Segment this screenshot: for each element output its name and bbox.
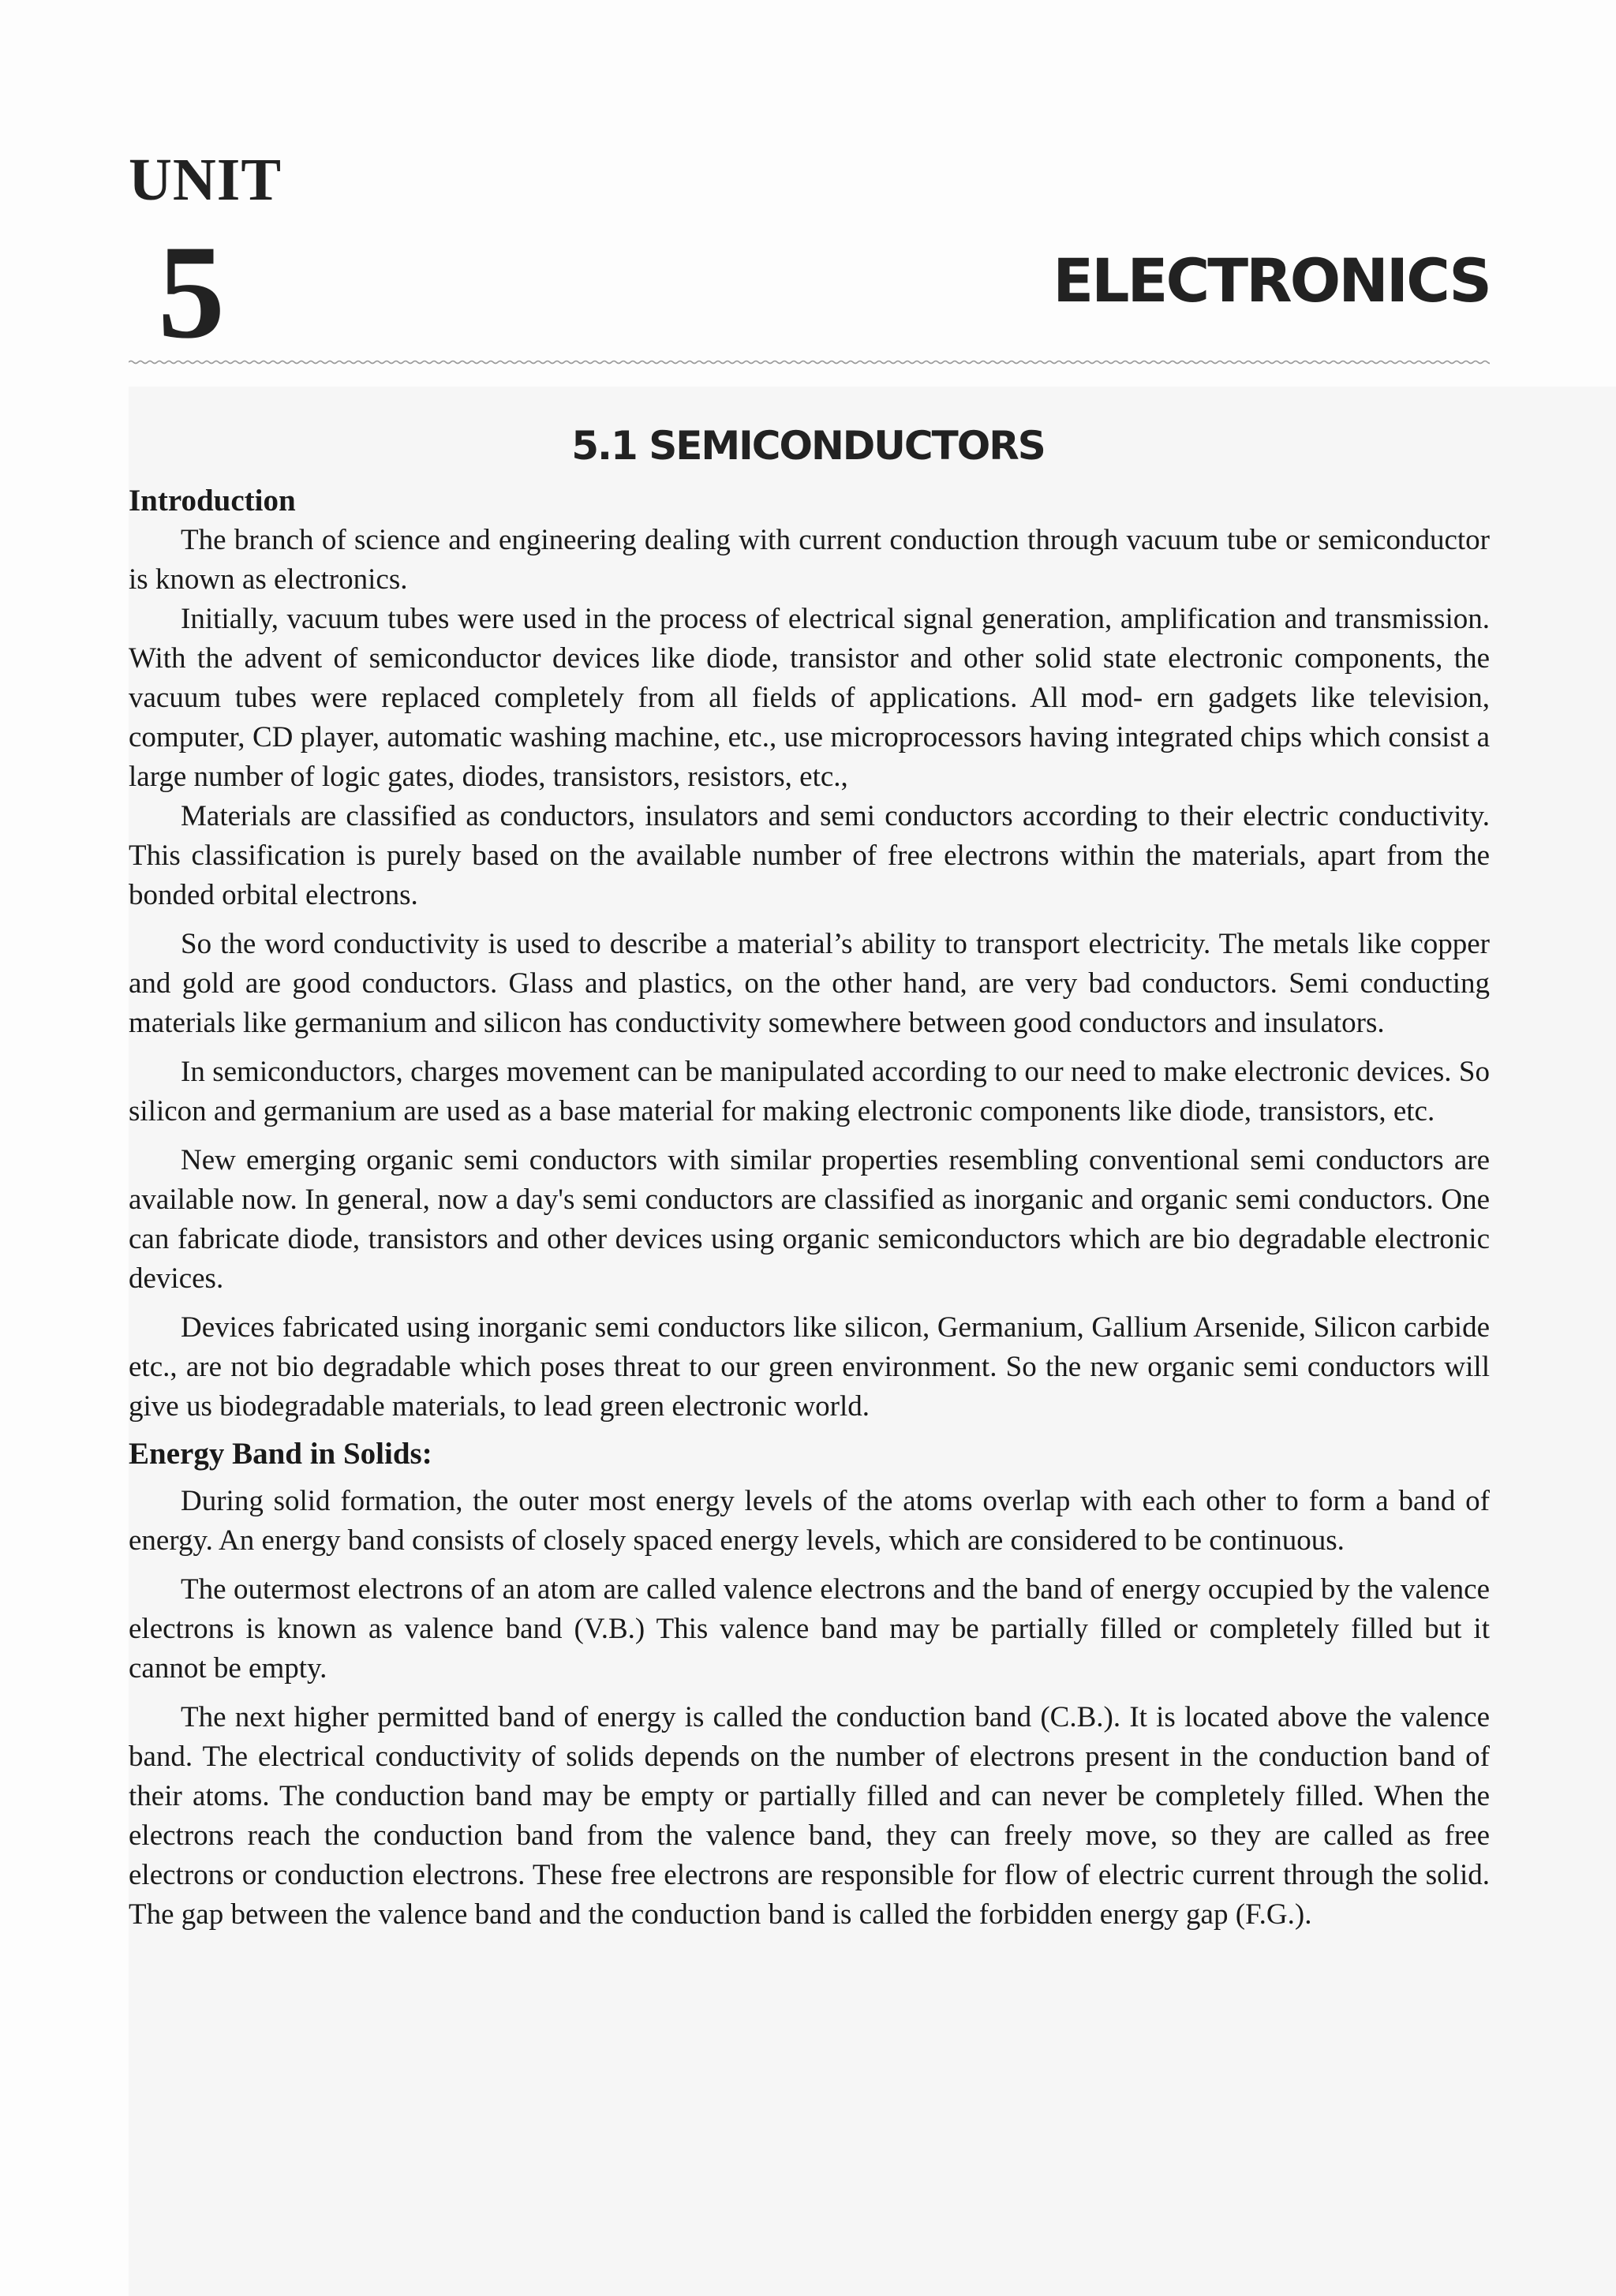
paragraph: During solid formation, the outer most energy levels of the atoms overlap with each other to form a band of energy. An energy band consists of closely spaced energy levels, which are considered to be continuous. [129, 1485, 1490, 1557]
unit-label: UNIT [129, 147, 282, 213]
paragraph: Devices fabricated using inorganic semi conductors like silicon, Germanium, Gallium Arsenide, Silicon carbide etc., are not bio degradable which poses threat to our green environment. So the new organic semi conductors will give us biodegradable materials, to lead green electronic world. [129, 1311, 1490, 1423]
main-content [129, 481, 1490, 1935]
paragraph: New emerging organic semi conductors with similar properties resembling conventional semi conductors are available now. In general, now a day's semi conductors are classified as inorganic and organic semi conductors. One can fabricate diode, transistors and other devices using organic semiconductors which are bio degradable electronic devices. [129, 1144, 1490, 1295]
paragraph: So the word conductivity is used to describe a material’s ability to transport electricity. The metals like copper and gold are good conductors. Glass and plastics, on the other hand, are very bad conductors. Semi conducting materials like germanium and silicon has conductivity somewhere between good conductors and insulators. [129, 928, 1490, 1039]
paragraph: The outermost electrons of an atom are called valence electrons and the band of energy occupied by the valence electrons is known as valence band (V.B.) This valence band may be partially filled or completely filled but it cannot be empty. [129, 1573, 1490, 1685]
introduction-heading: Introduction [129, 484, 296, 518]
unit-title: ELECTRONICS [1053, 245, 1490, 316]
paragraph: Materials are classified as conductors, insulators and semi conductors according to their electric conductivity. This classification is purely based on the available number of free electrons within the materials, apart from the bonded orbital electrons. [129, 800, 1490, 911]
wavy-divider [129, 357, 1490, 368]
energy-band-heading: Energy Band in Solids: [129, 1437, 432, 1471]
paragraph: In semiconductors, charges movement can be manipulated according to our need to make electronic devices. So silicon and germanium are used as a base material for making electronic components like diode, transistors, etc. [129, 1056, 1490, 1127]
unit-number: 5 [158, 218, 225, 366]
paragraph: The next higher permitted band of energy is called the conduction band (C.B.). It is located above the valence band. The electrical conductivity of solids depends on the number of electrons present in the conduction band of their atoms. The conduction band may be empty or partially filled and can never be completely filled. When the electrons reach the conduction band from the valence band, they can freely move, so they are called as free electrons or conduction electrons. These free electrons are responsible for flow of electric current through the solid. The gap between the valence band and the conduction band is called the forbidden energy gap (F.G.). [129, 1701, 1490, 1931]
paragraph: Initially, vacuum tubes were used in the process of electrical signal generation, amplification and transmission. With the advent of semiconductor devices like diode, transistor and other solid state electronic components, the vacuum tubes were replaced completely from all fields of applications. All mod- ern gadgets like television, computer, CD player, automatic washing machine, etc., use microprocessors having integrated chips which consist a large number of logic gates, diodes, transistors, resistors, etc., [129, 603, 1490, 793]
paragraph: The branch of science and engineering dealing with current conduction through vacuum tube or semiconductor is known as electronics. [129, 524, 1490, 596]
section-heading: 5.1 SEMICONDUCTORS [571, 423, 1045, 469]
